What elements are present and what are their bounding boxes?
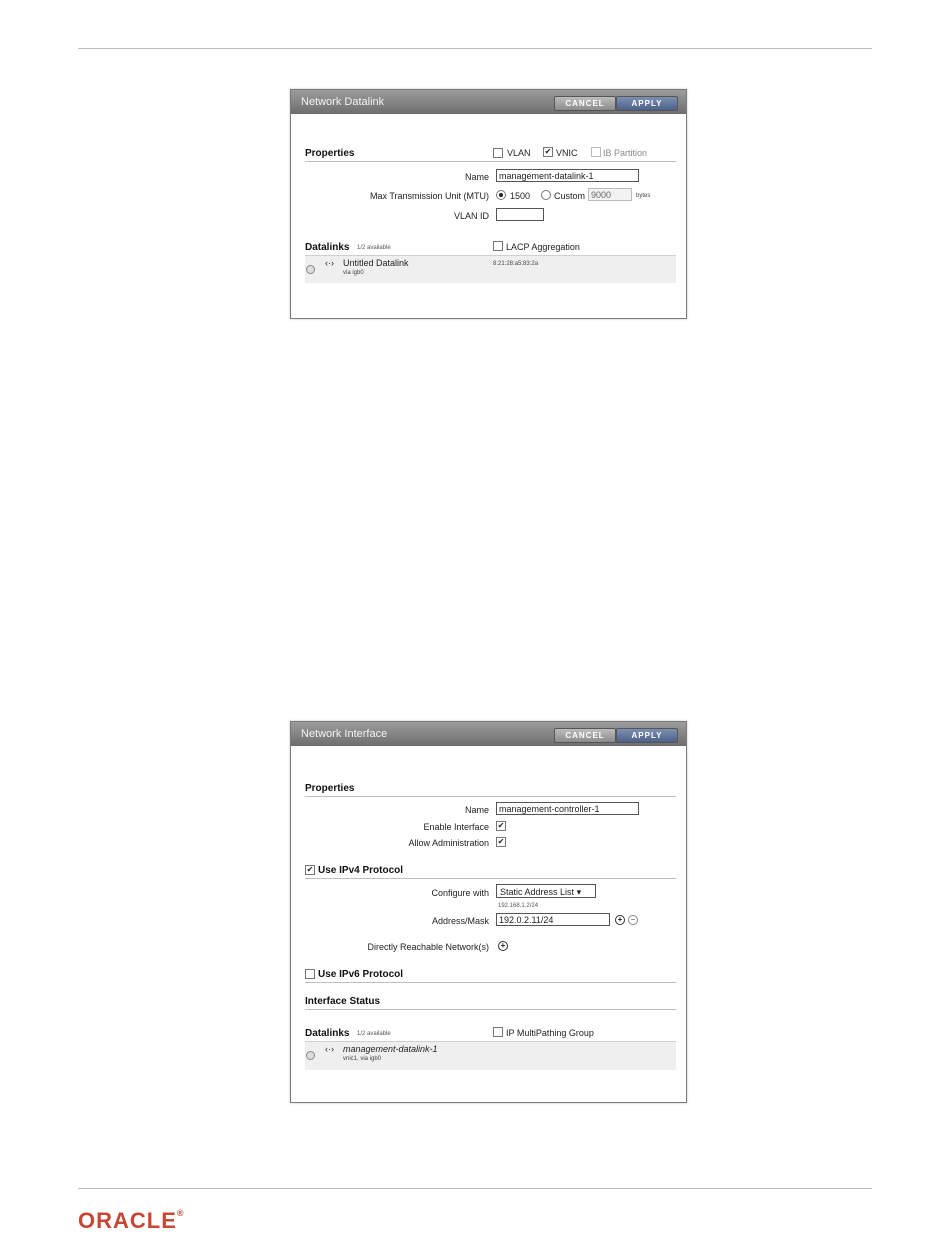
ib-partition-checkbox[interactable]	[591, 147, 601, 157]
allow-administration-label: Allow Administration	[408, 838, 489, 848]
vnic-checkbox[interactable]: ✔	[544, 147, 552, 156]
cancel-button[interactable]: CANCEL	[554, 96, 616, 111]
ib-partition-label: IB Partition	[603, 148, 648, 158]
vlan-id-label: VLAN ID	[453, 211, 489, 221]
mtu-units-label: bytes	[636, 193, 651, 199]
mtu-custom-label: Custom	[554, 191, 586, 201]
section-divider	[305, 878, 676, 879]
address-mask-input[interactable]: 192.0.2.11/24	[496, 913, 610, 926]
ipv4-heading: Use IPv4 Protocol	[318, 865, 404, 876]
properties-heading: Properties	[305, 783, 355, 794]
interface-status-heading: Interface Status	[305, 996, 381, 1007]
section-divider	[305, 1009, 676, 1010]
remove-address-icon[interactable]: −	[628, 915, 638, 925]
vlan-id-input[interactable]	[496, 208, 544, 221]
dialog-titlebar	[291, 722, 686, 746]
datalinks-heading: Datalinks	[305, 1028, 350, 1039]
section-divider	[305, 161, 676, 162]
mtu-label: Max Transmission Unit (MTU)	[369, 191, 489, 201]
datalinks-available: 1/2 available	[357, 245, 391, 251]
page-header-rule	[78, 48, 872, 49]
address-hint: 192.168.1.2/24	[498, 903, 539, 909]
configure-with-label: Configure with	[431, 888, 489, 898]
datalinks-available: 1/2 available	[357, 1031, 391, 1037]
datalink-row[interactable]	[305, 1041, 676, 1070]
logo-mark: ®	[176, 1208, 184, 1218]
name-input[interactable]: management-datalink-1	[496, 169, 639, 182]
datalink-mac: 8:21:28:a5:83:2a	[493, 261, 539, 267]
lacp-label: LACP Aggregation	[506, 242, 580, 252]
oracle-logo	[78, 1208, 184, 1234]
datalink-via: via igb0	[343, 270, 364, 276]
apply-button[interactable]: APPLY	[616, 728, 678, 743]
datalink-via: vnic1, via igb0	[343, 1056, 382, 1062]
page-footer-rule	[78, 1188, 872, 1189]
link-icon: ‹·›	[325, 1044, 334, 1054]
ipv6-heading: Use IPv6 Protocol	[318, 969, 404, 980]
network-interface-dialog	[290, 721, 687, 1103]
name-label: Name	[464, 805, 489, 815]
properties-heading: Properties	[305, 148, 355, 159]
vlan-checkbox[interactable]	[493, 148, 503, 158]
chevron-down-icon: ▾	[576, 887, 582, 897]
datalink-name: Untitled Datalink	[343, 258, 409, 268]
link-icon: ‹·›	[325, 258, 334, 268]
drag-handle-icon[interactable]	[306, 265, 315, 274]
enable-interface-label: Enable Interface	[423, 822, 489, 832]
datalinks-heading: Datalinks	[305, 242, 350, 253]
drag-handle-icon[interactable]	[306, 1051, 315, 1060]
section-divider	[305, 982, 676, 983]
ipmp-checkbox[interactable]	[493, 1027, 503, 1037]
apply-button[interactable]: APPLY	[616, 96, 678, 111]
vnic-label: VNIC	[556, 148, 578, 158]
ipv6-checkbox[interactable]	[305, 969, 315, 979]
dialog-title: Network Datalink	[301, 96, 385, 108]
enable-interface-checkbox[interactable]: ✔	[497, 821, 505, 830]
datalink-row[interactable]	[305, 255, 676, 283]
allow-administration-checkbox[interactable]: ✔	[497, 837, 505, 846]
dialog-titlebar	[291, 90, 686, 114]
cancel-button[interactable]: CANCEL	[554, 728, 616, 743]
add-network-icon[interactable]: +	[498, 941, 508, 951]
network-datalink-dialog	[290, 89, 687, 319]
mtu-custom-radio[interactable]	[541, 190, 551, 200]
datalink-name: management-datalink-1	[343, 1044, 438, 1054]
mtu-1500-label: 1500	[510, 191, 531, 201]
configure-with-value: Static Address List	[500, 887, 575, 897]
mtu-1500-radio[interactable]	[496, 190, 506, 200]
configure-with-select[interactable]	[496, 884, 596, 898]
address-mask-label: Address/Mask	[431, 916, 489, 926]
lacp-checkbox[interactable]	[493, 241, 503, 251]
reachable-networks-label: Directly Reachable Network(s)	[367, 942, 489, 952]
vlan-label: VLAN	[507, 148, 531, 158]
name-label: Name	[464, 172, 489, 182]
ipv4-checkbox[interactable]: ✔	[306, 865, 314, 874]
logo-text: ORACLE	[78, 1208, 177, 1233]
section-divider	[305, 796, 676, 797]
add-address-icon[interactable]: +	[615, 915, 625, 925]
name-input[interactable]: management-controller-1	[496, 802, 639, 815]
dialog-title: Network Interface	[301, 728, 388, 740]
ipmp-label: IP MultiPathing Group	[506, 1028, 594, 1038]
mtu-custom-input[interactable]: 9000	[588, 188, 632, 201]
